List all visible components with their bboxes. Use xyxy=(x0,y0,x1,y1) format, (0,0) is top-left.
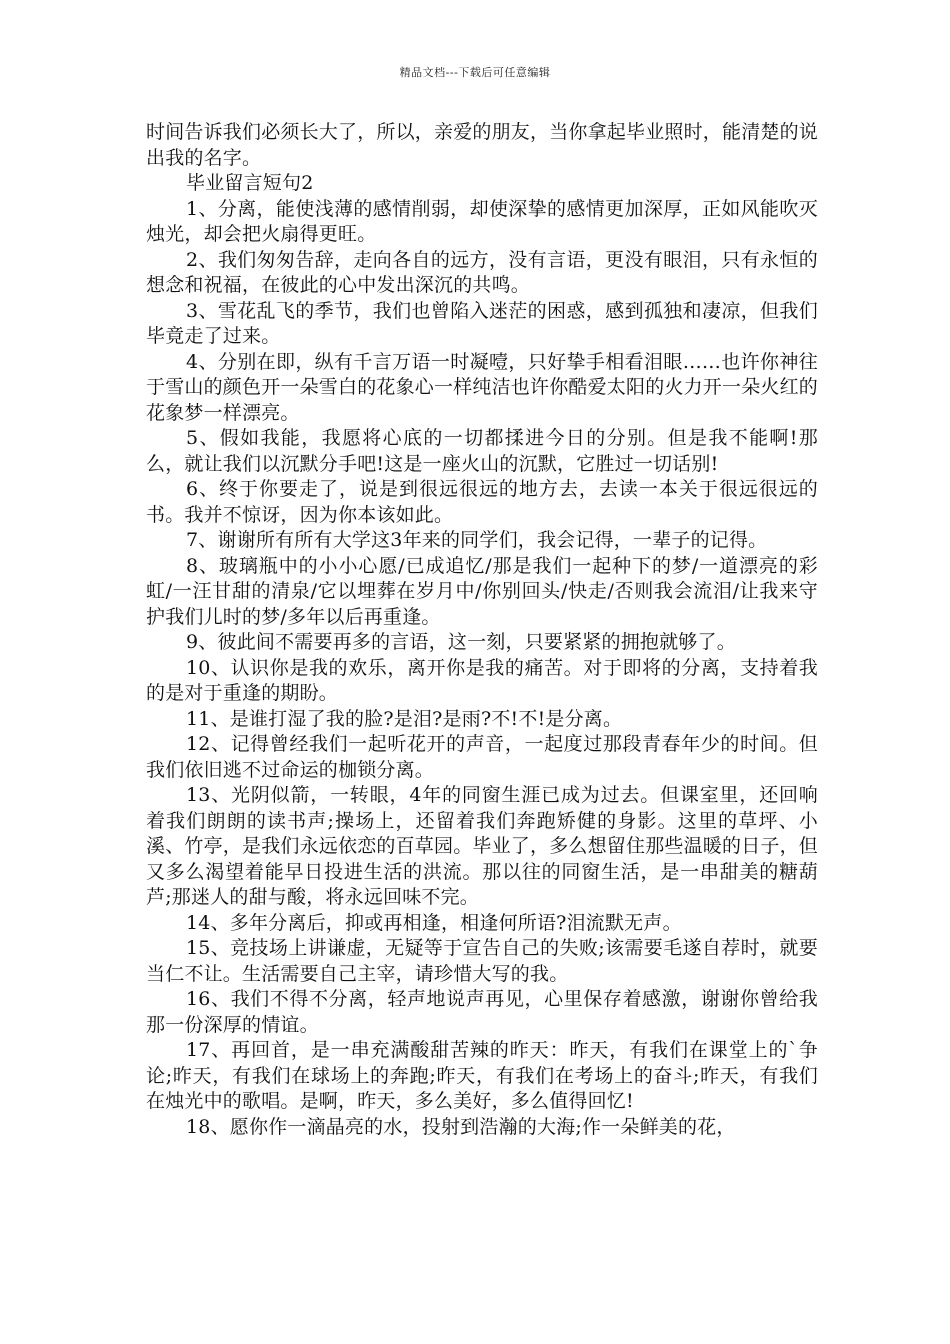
list-item: 13、光阴似箭，一转眼，4年的同窗生涯已成为过去。但课室里，还回响着我们朗朗的读书声;操场上，还留着我们奔跑矫健的身影。这里的草坪、小溪、竹亭，是我们永远依恋的百草园。毕业了，多么想留住那些温暖的日子，但又多么渴望着能早日投进生活的洪流。那以往的同窗生活，是一串甜美的糖葫芦;那迷人的甜与酸，将永远回味不完。 xyxy=(146,784,819,908)
paragraph-intro: 时间告诉我们必须长大了，所以，亲爱的朋友，当你拿起毕业照时，能清楚的说出我的名字。 xyxy=(146,121,819,169)
list-item: 2、我们匆匆告辞，走向各自的远方，没有言语，更没有眼泪，只有永恒的想念和祝福，在彼此的心中发出深沉的共鸣。 xyxy=(146,248,818,296)
list-item: 1、分离，能使浅薄的感情削弱，却使深挚的感情更加深厚，正如风能吹灭烛光，却会把火扇得更旺。 xyxy=(146,197,818,245)
list-item: 18、愿你作一滴晶亮的水，投射到浩瀚的大海;作一朵鲜美的花， xyxy=(186,1115,736,1138)
list-item: 4、分别在即，纵有千言万语一时凝噎，只好挚手相看泪眼……也许你神往于雪山的颜色开一朵雪白的花象心一样纯洁也许你酷爱太阳的火力开一朵火红的花象梦一样漂亮。 xyxy=(146,350,819,424)
document-body xyxy=(146,120,818,1140)
list-item: 17、再回首，是一串充满酸甜苦辣的昨天：昨天，有我们在课堂上的`争论;昨天，有我们在球场上的奔跑;昨天，有我们在考场上的奋斗;昨天，有我们在烛光中的歌唱。是啊，昨天，多么美好，多么值得回忆! xyxy=(146,1039,818,1112)
list-item: 6、终于你要走了，说是到很远很远的地方去，去读一本关于很远很远的书。我并不惊讶，因为你本该如此。 xyxy=(146,478,818,526)
list-item: 15、竞技场上讲谦虚，无疑等于宣告自己的失败;该需要毛遂自荐时，就要当仁不让。生活需要自己主宰，请珍惜大写的我。 xyxy=(146,937,818,985)
page-header: 精品文档---下载后可任意编辑 xyxy=(399,66,551,79)
list-item: 14、多年分离后，抑或再相逢，相逢何所语?泪流默无声。 xyxy=(186,911,682,934)
list-item: 11、是谁打湿了我的脸?是泪?是雨?不!不!是分离。 xyxy=(186,707,623,730)
list-item: 9、彼此间不需要再多的言语，这一刻，只要紧紧的拥抱就够了。 xyxy=(186,631,736,653)
list-item: 5、假如我能，我愿将心底的一切都揉进今日的分别。但是我不能啊!那么，就让我们以沉默分手吧!这是一座火山的沉默，它胜过一切话别! xyxy=(146,427,818,475)
list-item: 8、玻璃瓶中的小小心愿/已成追忆/那是我们一起种下的梦/一道漂亮的彩虹/一汪甘甜的清泉/它以埋葬在岁月中/你别回头/快走/否则我会流泪/让我来守护我们儿时的梦/多年以后再重逢。 xyxy=(146,554,818,628)
list-item: 10、认识你是我的欢乐，离开你是我的痛苦。对于即将的分离，支持着我的是对于重逢的期盼。 xyxy=(146,656,818,704)
list-item: 7、谢谢所有所有大学这3年来的同学们，我会记得，一辈子的记得。 xyxy=(186,529,768,551)
section-heading: 毕业留言短句2 xyxy=(186,172,314,194)
list-item: 16、我们不得不分离，轻声地说声再见，心里保存着感激，谢谢你曾给我那一份深厚的情谊。 xyxy=(146,988,818,1036)
list-item: 3、雪花乱飞的季节，我们也曾陷入迷茫的困惑，感到孤独和凄凉，但我们毕竟走了过来。 xyxy=(146,299,818,347)
list-item: 12、记得曾经我们一起听花开的声音，一起度过那段青春年少的时间。但我们依旧逃不过命运的枷锁分离。 xyxy=(146,733,818,781)
